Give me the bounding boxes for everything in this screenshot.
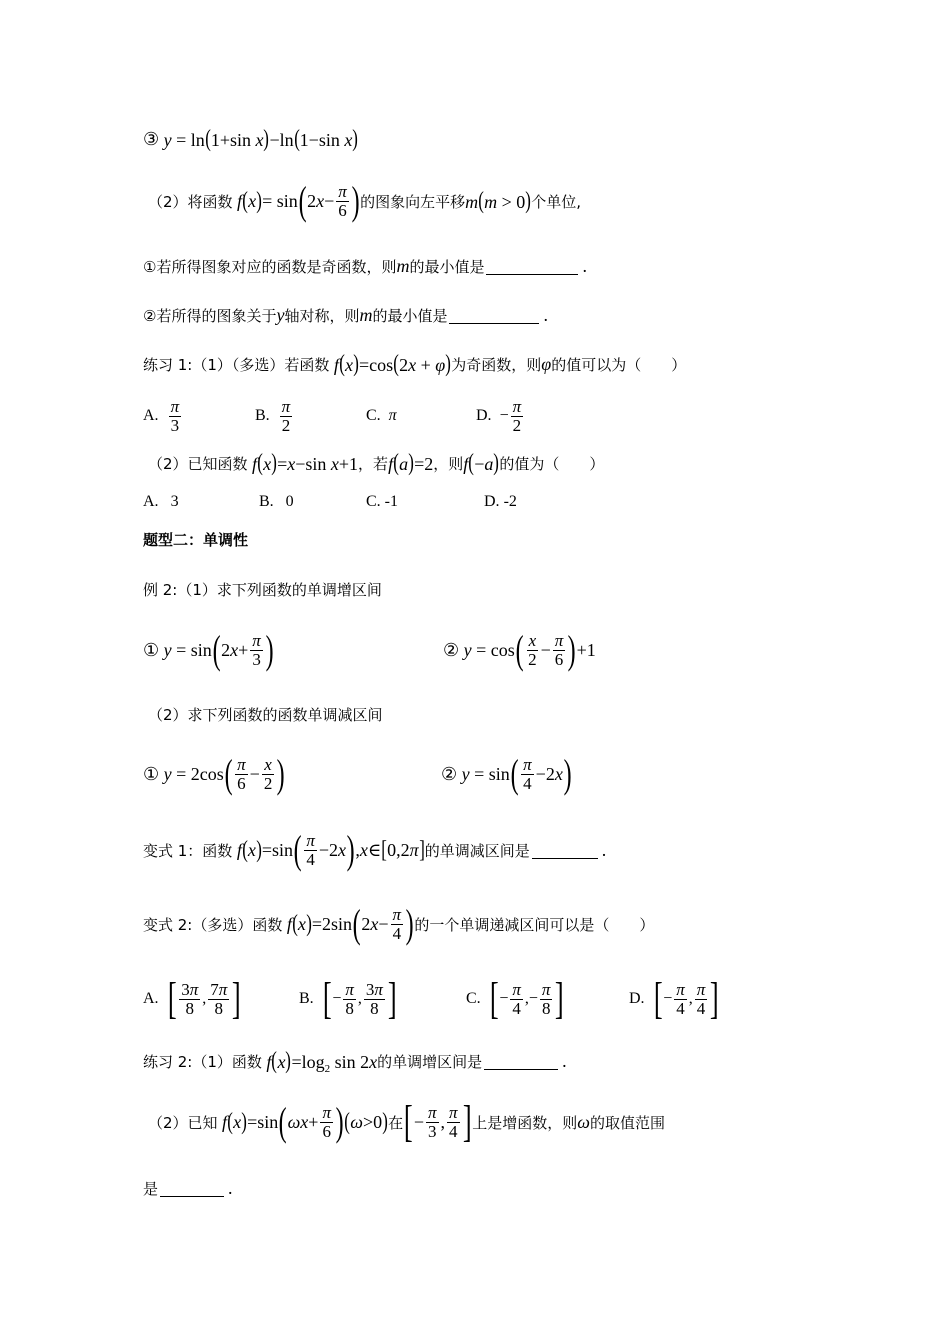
option-c[interactable]: C. π: [366, 407, 397, 424]
option-d[interactable]: D. − $\frac{\pi}{2}$: [476, 396, 522, 435]
circled-3: ③: [143, 128, 160, 149]
variant-2-options: [143, 975, 720, 1023]
item-3-formula: [143, 124, 358, 154]
example-2-1-items: [143, 626, 596, 674]
exercise-2-question-2-continued: 是 .: [143, 1177, 233, 1198]
question-2-statement: （2）将函数 f ( x ) = sin ( 2 x − $\frac{\pi}{6}$ ) 的图象向左平移 m(m > 0) 个单位,: [148, 178, 582, 223]
formula-item-2: ② y = cos ( $\frac{x}{2}$ − $\frac{\pi}{6}$ ) + 1: [443, 627, 596, 672]
formula-item-1: ① y = 2 cos ( $\frac{\pi}{6}$ − $\frac{x}{2}$ ): [143, 751, 285, 796]
answer-blank[interactable]: [532, 842, 598, 859]
example-2-question-1: 例 2:（1）求下列函数的单调增区间: [143, 580, 382, 599]
question-2-part-1: ①若所得图象对应的函数是奇函数，则 m 的最小值是 .: [143, 255, 587, 276]
answer-blank[interactable]: [484, 1053, 558, 1070]
exercise-2-question-2: （2）已知 f ( x ) = sin ( ω x + $\frac{\pi}{6}$ ) ( ω > 0 ) 在 [ − $\frac{\pi}{3}$ , $\frac{\pi}{4}$ ] 上是增函数，则 ω 的取值范围: [148, 1097, 665, 1146]
answer-blank[interactable]: [486, 258, 578, 275]
option-c[interactable]: C. -1: [366, 493, 398, 510]
question-label: （2）将函数: [148, 192, 233, 211]
option-c[interactable]: C. [ − $\frac{\pi}{4}$ , − $\frac{\pi}{8}$ ]: [466, 974, 565, 1023]
option-a[interactable]: A. [ $\frac{3\pi}{8}$ , $\frac{7\pi}{8}$ ]: [143, 974, 242, 1023]
option-b[interactable]: B. 0: [259, 493, 294, 510]
option-b[interactable]: B. $\frac{\pi}{2}$: [255, 396, 291, 435]
section-heading: 题型二：单调性: [143, 530, 249, 549]
example-2-question-2: （2）求下列函数的函数单调减区间: [148, 705, 383, 724]
function-formula: f ( x ) = sin ( 2 x − $\frac{\pi}{6}$ ): [237, 178, 360, 223]
option-a[interactable]: A. 3: [143, 493, 179, 510]
formula-item-2: ② y = sin ( $\frac{\pi}{4}$ − 2 x ): [441, 751, 572, 796]
answer-blank[interactable]: [449, 307, 539, 324]
exercise-1-1-options: [143, 394, 525, 438]
option-d[interactable]: D. [ − $\frac{\pi}{4}$ , $\frac{\pi}{4}$ ]: [629, 974, 720, 1023]
option-b[interactable]: B. [ − $\frac{\pi}{8}$ , $\frac{3\pi}{8}$ ]: [299, 974, 397, 1023]
variant-2: 变式 2:（多选）函数 f ( x ) = 2 sin ( 2 x − $\frac{\pi}{4}$ ) 的一个单调递减区间可以是（ ）: [143, 901, 655, 946]
exercise-2-question-1: 练习 2:（1）函数 $f(x)=\log_2$ sin 2x 的单调增区间是 .: [143, 1047, 567, 1075]
question-2-part-2: ②若所得的图象关于 y 轴对称，则 m 的最小值是 .: [143, 304, 548, 325]
exercise-1-question-2: （2）已知函数 f(x)=x−sin x+1 ，若 f(a)=2 ，则 f(−a) 的值为（ ）: [148, 449, 605, 476]
option-a[interactable]: A. $\frac{\pi}{3}$: [143, 396, 180, 435]
option-d[interactable]: D. -2: [484, 493, 517, 510]
formula-item-1: ① y = sin ( 2 x + $\frac{\pi}{3}$ ): [143, 627, 274, 672]
variant-1: 变式 1：函数 f ( x ) = sin ( $\frac{\pi}{4}$ − 2 x ) , x ∈ [ 0 , 2 π ] 的单调减区间是 .: [143, 827, 607, 872]
example-2-2-items: [143, 750, 572, 798]
answer-blank[interactable]: [160, 1180, 224, 1197]
exercise-1-question-1: 练习 1:（1）（多选）若函数 f(x)=cos(2x + φ) 为奇函数，则 φ 的值可以为（ ）: [143, 350, 687, 377]
exercise-1-2-options: [143, 491, 517, 513]
formula-text: y = ln(1+sin x)−ln(1−sin x): [163, 125, 359, 152]
